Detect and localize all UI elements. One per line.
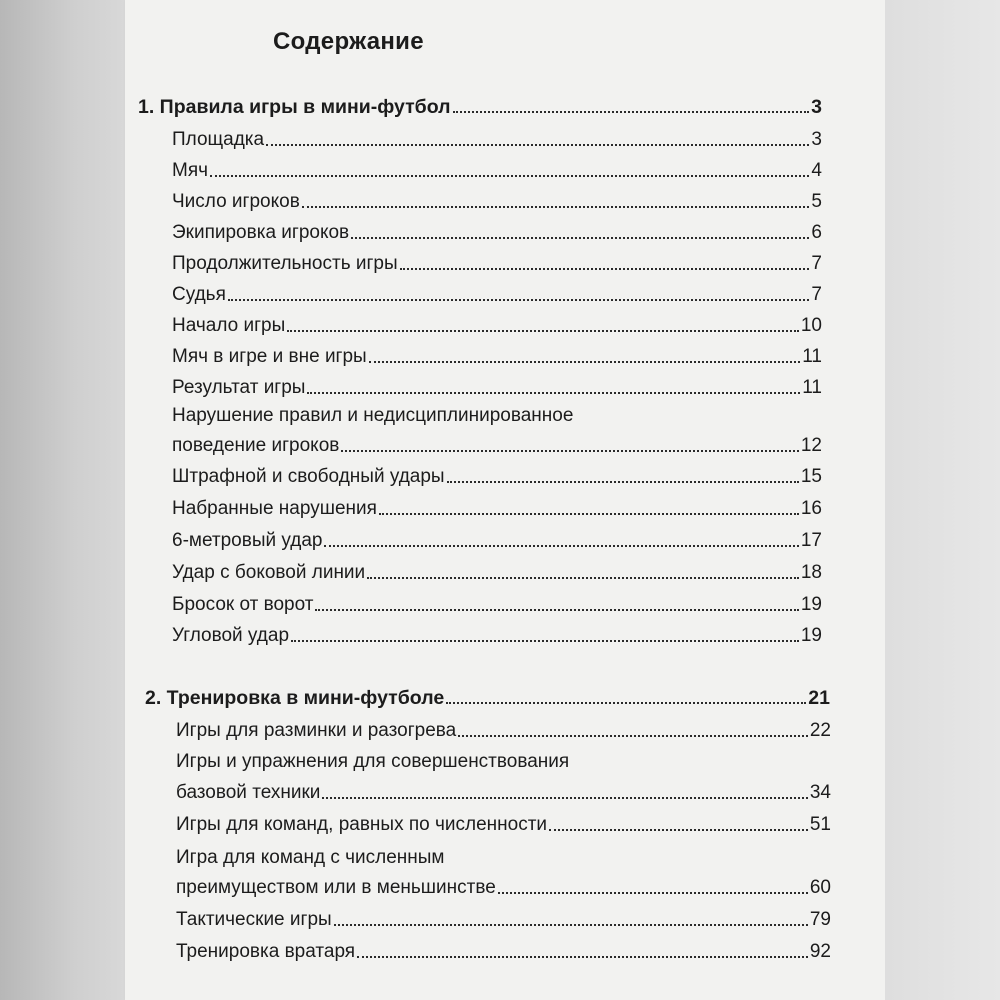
leader-dots bbox=[302, 205, 810, 208]
toc-page-number: 3 bbox=[811, 96, 822, 118]
leader-dots bbox=[400, 267, 810, 270]
toc-entry bbox=[172, 252, 822, 276]
toc-page-number: 17 bbox=[800, 530, 822, 551]
toc-entry-label: 6-метровый удар bbox=[172, 530, 323, 551]
toc-entry bbox=[176, 876, 831, 900]
toc-entry bbox=[172, 376, 822, 400]
toc-entry-label: Начало игры bbox=[172, 315, 286, 336]
toc-page-number: 4 bbox=[811, 160, 822, 181]
toc-page-number: 15 bbox=[800, 466, 822, 487]
toc-page-number: 22 bbox=[809, 720, 831, 741]
toc-entry-label: Продолжительность игры bbox=[172, 253, 398, 274]
toc-entry-label-line1: Нарушение правил и недисциплинированное bbox=[172, 405, 574, 426]
toc-entry-label: Набранные нарушения bbox=[172, 498, 377, 519]
leader-dots bbox=[549, 828, 808, 831]
leader-dots bbox=[446, 701, 806, 704]
leader-dots bbox=[447, 480, 799, 483]
leader-dots bbox=[324, 544, 798, 547]
toc-page-number: 51 bbox=[809, 814, 831, 835]
toc-entry-label: Игры для команд, равных по численности bbox=[176, 814, 548, 835]
toc-entry bbox=[176, 940, 831, 964]
toc-entry bbox=[172, 190, 822, 214]
toc-entry-label: Судья bbox=[172, 284, 226, 305]
toc-entry-label: преимуществом или в меньшинстве bbox=[176, 877, 496, 898]
toc-entry-label: Игры для разминки и разогрева bbox=[176, 720, 457, 741]
leader-dots bbox=[367, 576, 799, 579]
leader-dots bbox=[369, 360, 801, 363]
leader-dots bbox=[307, 391, 800, 394]
leader-dots bbox=[357, 955, 808, 958]
toc-section-label: 2. Тренировка в мини-футболе bbox=[145, 687, 445, 709]
toc-page-number: 19 bbox=[800, 594, 822, 615]
toc-page-number: 6 bbox=[811, 222, 822, 243]
toc-page-number: 7 bbox=[811, 253, 822, 274]
toc-entry bbox=[172, 128, 822, 152]
leader-dots bbox=[322, 796, 807, 799]
toc-page-number: 60 bbox=[809, 877, 831, 898]
toc-entry-label: Тактические игры bbox=[176, 909, 332, 930]
leader-dots bbox=[315, 608, 798, 611]
toc-page-number: 16 bbox=[800, 498, 822, 519]
leader-dots bbox=[453, 110, 810, 113]
toc-entry-label: базовой техники bbox=[176, 782, 321, 803]
toc-entry bbox=[172, 529, 822, 553]
leader-dots bbox=[458, 734, 808, 737]
toc-page-number: 10 bbox=[800, 315, 822, 336]
toc-entry bbox=[172, 345, 822, 369]
toc-entry bbox=[172, 283, 822, 307]
toc-page-number: 7 bbox=[811, 284, 822, 305]
toc-entry-label: поведение игроков bbox=[172, 435, 340, 456]
toc-entry bbox=[172, 434, 822, 458]
leader-dots bbox=[379, 512, 799, 515]
toc-entry-label: Мяч в игре и вне игры bbox=[172, 346, 367, 367]
toc-page-number: 18 bbox=[800, 562, 822, 583]
toc-entry bbox=[176, 908, 831, 932]
toc-entry-label: Мяч bbox=[172, 160, 209, 181]
toc-entry-label: Удар с боковой линии bbox=[172, 562, 366, 583]
toc-entry bbox=[176, 813, 831, 837]
toc-section-1 bbox=[138, 95, 822, 119]
toc-entry-label: Экипировка игроков bbox=[172, 222, 350, 243]
toc-page-number: 5 bbox=[811, 191, 822, 212]
leader-dots bbox=[498, 891, 808, 894]
toc-entry-label: Угловой удар bbox=[172, 625, 290, 646]
toc-entry-label: Число игроков bbox=[172, 191, 300, 212]
toc-entry bbox=[176, 781, 831, 805]
toc-page-number: 92 bbox=[809, 941, 831, 962]
toc-entry-label: Штрафной и свободный удары bbox=[172, 466, 445, 487]
toc-page-number: 34 bbox=[809, 782, 831, 803]
leader-dots bbox=[228, 298, 810, 301]
toc-entry bbox=[172, 624, 822, 648]
toc-entry-label: Результат игры bbox=[172, 377, 306, 398]
toc-entry-label-line1: Игры и упражнения для совершенствования bbox=[176, 751, 570, 772]
toc-entry-label: Площадка bbox=[172, 129, 265, 150]
toc-section-label: 1. Правила игры в мини-футбол bbox=[138, 96, 451, 118]
toc-page-number: 19 bbox=[800, 625, 822, 646]
page-title: Содержание bbox=[273, 28, 424, 55]
leader-dots bbox=[351, 236, 809, 239]
toc-entry bbox=[172, 159, 822, 183]
toc-page-number: 12 bbox=[800, 435, 822, 456]
toc-page-number: 3 bbox=[811, 129, 822, 150]
leader-dots bbox=[334, 923, 808, 926]
leader-dots bbox=[266, 143, 809, 146]
toc-entry-label: Тренировка вратаря bbox=[176, 941, 356, 962]
toc-page-number: 11 bbox=[802, 377, 822, 398]
toc-page-number: 79 bbox=[809, 909, 831, 930]
toc-entry bbox=[172, 593, 822, 617]
toc-entry bbox=[172, 561, 822, 585]
leader-dots bbox=[287, 329, 799, 332]
toc-entry bbox=[172, 497, 822, 521]
toc-entry bbox=[176, 719, 831, 743]
leader-dots bbox=[291, 639, 799, 642]
toc-entry bbox=[172, 221, 822, 245]
toc-page-number: 11 bbox=[802, 346, 822, 367]
toc-entry bbox=[172, 314, 822, 338]
toc-entry bbox=[172, 465, 822, 489]
toc-section-2 bbox=[145, 686, 830, 710]
toc-entry-label: Бросок от ворот bbox=[172, 594, 314, 615]
toc-entry-label-line1: Игра для команд с численным bbox=[176, 847, 445, 868]
toc-page-number: 21 bbox=[808, 687, 830, 709]
leader-dots bbox=[210, 174, 809, 177]
leader-dots bbox=[341, 449, 799, 452]
